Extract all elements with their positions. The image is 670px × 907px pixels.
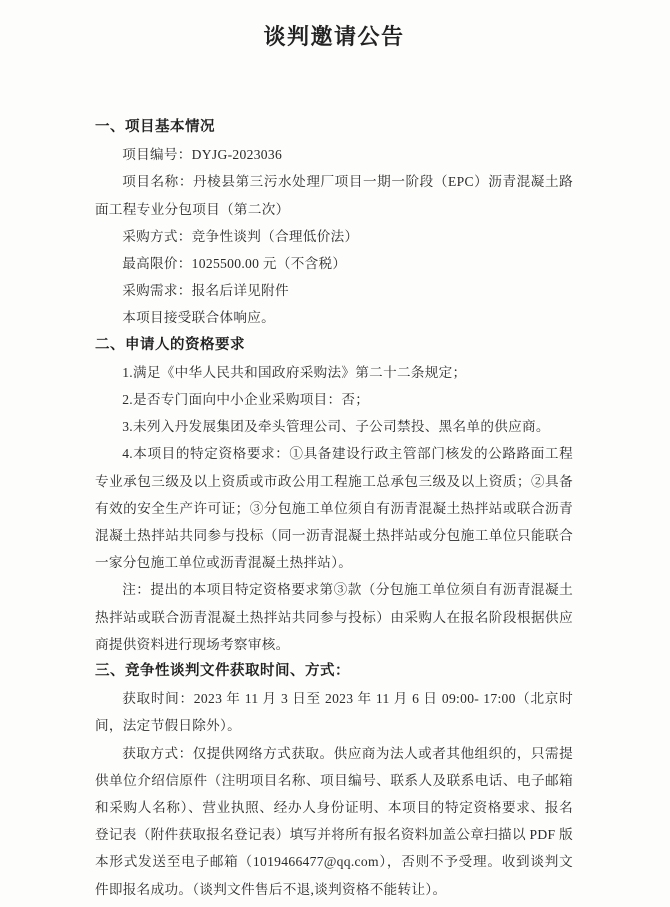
para-project-number: 项目编号：DYJG-2023036 bbox=[122, 147, 283, 163]
document-title: 谈判邀请公告 bbox=[263, 24, 405, 49]
para-obtain-method: 获取方式：仅提供网络方式获取。供应商为法人或者其他组织的，只需提供单位介绍信原件（注明项目名称、项目编号、联系人及联系电话、电子邮箱和采购人名称）、营业执照、经办人身份证明、本项目的特定资格要求、报名登记表（附件获取报名登记表）填写并将所有报名资料加盖公章扫描以 PDF 版本形式发送至电子邮箱（1019466477@qq.com），否则不予受理。收到谈判文件即报名成功。（谈判文件售后不退,谈判资格不能转让）。 bbox=[95, 745, 573, 897]
section-3-heading: 三、竞争性谈判文件获取时间、方式： bbox=[95, 663, 350, 680]
para-project-name: 项目名称：丹棱县第三污水处理厂项目一期一阶段（EPC）沥青混凝土路面工程专业分包项目（第二次） bbox=[95, 174, 573, 217]
para-procurement-method: 采购方式：竞争性谈判（合理低价法） bbox=[122, 228, 359, 244]
section-2-heading: 二、申请人的资格要求 bbox=[95, 336, 245, 353]
para-consortium-note: 本项目接受联合体响应。 bbox=[122, 310, 276, 326]
para-procurement-demand: 采购需求：报名后详见附件 bbox=[122, 283, 289, 299]
para-qualification-2: 2.是否专门面向中小企业采购项目：否； bbox=[122, 392, 370, 408]
para-qualification-1: 1.满足《中华人民共和国政府采购法》第二十二条规定； bbox=[122, 364, 467, 380]
para-qualification-3: 3.未列入丹发展集团及牵头管理公司、子公司禁投、黑名单的供应商。 bbox=[122, 419, 550, 435]
para-qualification-4: 4.本项目的特定资格要求：①具备建设行政主管部门核发的公路路面工程专业承包三级及以上资质或市政公用工程施工总承包三级及以上资质；②具备有效的安全生产许可证；③分包施工单位须自有沥青混凝土热拌站或联合沥青混凝土热拌站共同参与投标（同一沥青混凝土热拌站或分包施工单位只能联合一家分包施工单位或沥青混凝土热拌站）。 bbox=[95, 446, 573, 571]
section-1-heading: 一、项目基本情况 bbox=[95, 119, 215, 135]
para-max-price: 最高限价：1025500.00 元（不含税） bbox=[122, 256, 347, 272]
para-obtain-time: 获取时间：2023 年 11 月 3 日至 2023 年 11 月 6 日 09:00- 17:00（北京时间，法定节假日除外）。 bbox=[95, 691, 573, 734]
para-qualification-note: 注：提出的本项目特定资格要求第③款（分包施工单位须自有沥青混凝土热拌站或联合沥青混凝土热拌站共同参与投标）由采购人在报名阶段根据供应商提供资料进行现场考察审核。 bbox=[95, 582, 573, 652]
